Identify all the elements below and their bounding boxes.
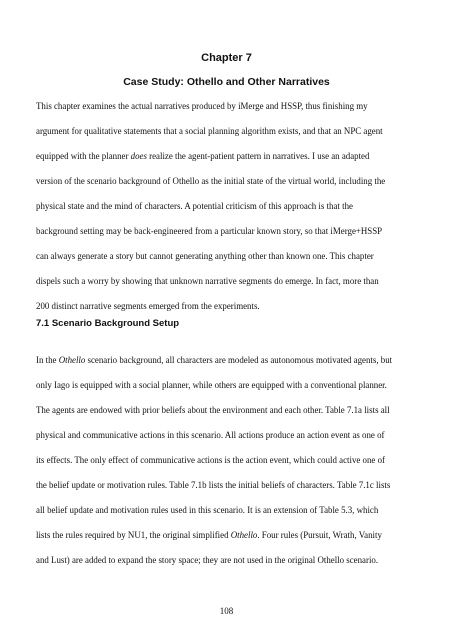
paragraph-line: its effects. The only effect of communicative actions is the action event, which could active one of: [36, 455, 385, 465]
paragraph-line: In the Othello scenario background, all characters are modeled as autonomous motivated agents, but: [36, 355, 393, 365]
paragraph-line: dispels such a worry by showing that unknown narrative segments do emerge. In fact, more than: [36, 276, 379, 286]
paragraph-line: This chapter examines the actual narratives produced by iMerge and HSSP, thus finishing my: [36, 101, 368, 111]
chapter-number: Chapter 7: [201, 52, 252, 64]
intro-paragraph: [36, 94, 420, 319]
section-heading: 7.1 Scenario Background Setup: [36, 318, 180, 329]
paragraph-line: only Iago is equipped with a social planner, while others are equipped with a conventional planner.: [36, 380, 387, 390]
emphasis-text: Othello: [58, 355, 86, 365]
paragraph-line: lists the rules required by NU1, the original simplified Othello. Four rules (Pursuit, Wrath, Vanity: [36, 530, 382, 540]
chapter-title: Case Study: Othello and Other Narratives: [123, 76, 330, 88]
paragraph-line: physical and communicative actions in this scenario. All actions produce an action event as one of: [36, 430, 385, 440]
paragraph-line: all belief update and motivation rules used in this scenario. It is an extension of Table 5.3, which: [36, 505, 379, 515]
page-number: 108: [219, 606, 234, 616]
paragraph-line: physical state and the mind of characters. A potential criticism of this approach is that the: [36, 201, 353, 211]
paragraph-line: version of the scenario background of Othello as the initial state of the virtual world, including the: [36, 176, 386, 186]
section-paragraph: [36, 348, 420, 573]
paragraph-line: equipped with the planner does realize the agent-patient pattern in narratives. I use an adapted: [36, 151, 370, 161]
paragraph-line: can always generate a story but cannot generating anything other than known one. This chapter: [36, 251, 374, 261]
emphasis-text: Othello: [230, 530, 258, 540]
paragraph-line: argument for qualitative statements that a social planning algorithm exists, and that an NPC agent: [36, 126, 383, 136]
paragraph-line: the belief update or motivation rules. Table 7.1b lists the initial beliefs of characters. Table 7.1c lists: [36, 480, 391, 490]
paragraph-line: 200 distinct narrative segments emerged from the experiments.: [36, 301, 260, 311]
paragraph-line: and Lust) are added to expand the story space; they are not used in the original Othello scenario.: [36, 555, 379, 565]
emphasis-text: does: [130, 151, 147, 161]
paragraph-line: The agents are endowed with prior beliefs about the environment and each other. Table 7.1a lists all: [36, 405, 390, 415]
paragraph-line: background setting may be back-engineered from a particular known story, so that iMerge+HSSP: [36, 226, 383, 236]
